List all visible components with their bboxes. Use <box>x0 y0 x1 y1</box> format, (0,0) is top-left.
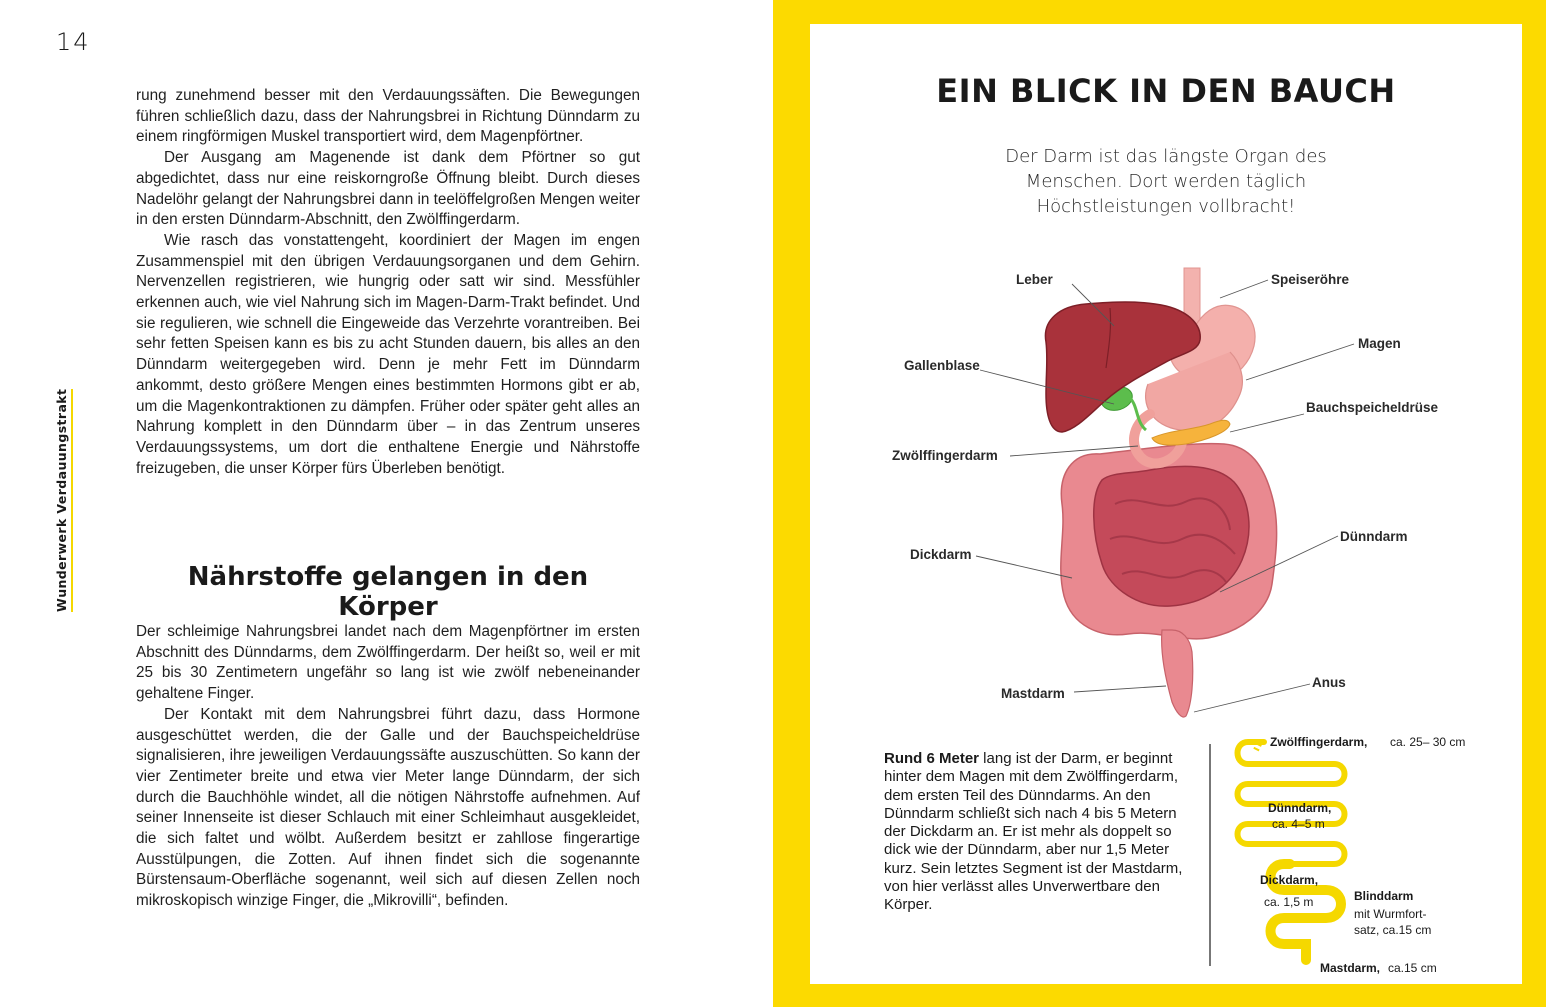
divider <box>1209 744 1211 966</box>
blind-sub2: satz, ca.15 cm <box>1354 923 1432 937</box>
info-bold: Rund 6 Meter <box>884 750 980 767</box>
paragraph: Wie rasch das vonstattengeht, koordiniert der Magen im engen Zusammenspiel mit den übrigen Verdauungsorganen und dem Gehirn. Nervenzellen registrieren, wie hungrig oder satt wir sind. Messfühler erkennen auch, wie viel Nahrung sich im Magen-Darm-Trakt befindet. Und sie regulieren, wie schnell die Eingeweide das Verzehrte vorantreiben. Bei sehr fetten Speisen kann es bis zu acht Stunden dauern, bis alles an den Dünndarm weitergegeben wird. Denn je mehr Fett im Dünndarm ankommt, desto größere Mengen eines bestimmten Hormons gibt er ab, um die Magenkontraktionen zu dämpfen. Früher oder später geht alles an Nahrung komplett in den Dünndarm über – in das Zentrum unseres Verdauungssystems, um dort die enthaltene Energie und Nährstoffe freizugeben, die unser Körper fürs Überleben benötigt. <box>136 231 640 477</box>
paragraph: Der Kontakt mit dem Nahrungsbrei führt dazu, dass Hormone ausgeschüttet werden, die der Galle und der Bauchspeicheldrüse signalisieren, ihre jeweiligen Verdauungssäfte auszuschütten. So kann der vier Zentimeter breite und etwa vier Meter lange Dünndarm, der sich durch die Bauchhöhle windet, all die nötigen Nährstoffe aufnehmen. Auf seiner Innenseite ist dieser Schlauch mit einer Schleimhaut ausgekleidet, die sich faltet und wölbt. Außerdem besitzt er zahllose fingerartige Ausstülpungen, die Zotten. Auf ihnen findet sich die sogenannte Bürstensaum-Oberfläche sogenannt, weil sich auf diesen Zellen noch mikroskopisch winzige Finger, die „Mikrovilli“, befinden. <box>136 705 640 910</box>
side-label <box>54 388 76 612</box>
dick-len: ca. 1,5 m <box>1264 895 1314 909</box>
label-speiseroehre: Speiseröhre <box>1271 272 1350 287</box>
label-anus: Anus <box>1312 675 1346 690</box>
paragraph: rung zunehmend besser mit den Verdauungssäften. Die Bewegungen führen schließlich dazu, dass der Nahrungsbrei in Richtung Dünndarm zu einem ringförmigen Muskel transportiert wird, dem Magenpförtner. <box>136 87 640 146</box>
blind-name: Blinddarm <box>1354 889 1414 903</box>
blind-sub1: mit Wurmfort- <box>1354 907 1427 921</box>
info-body: lang ist der Darm, er beginnt hinter dem Magen mit dem Zwölffingerdarm, dem ersten Teil des Dünndarms. An den Dünndarm schließt sich nach 4 bis 5 Metern der Dickdarm an. Er ist mehr als doppelt so dick wie der Dünndarm, aber nur 1,5 Meter kurz. Sein letztes Segment ist der Mastdarm, von hier verlässt alles Unverwertbare den Körper. <box>884 750 1183 914</box>
label-duenndarm: Dünndarm <box>1340 529 1408 544</box>
page-number: 14 <box>56 28 91 56</box>
label-mastdarm: Mastdarm <box>1001 686 1065 701</box>
paragraph: Der Ausgang am Magenende ist dank dem Pförtner so gut abgedichtet, dass nur eine reiskorngroße Öffnung bleibt. Durch dieses Nadelöhr gelangt der Nahrungsbrei dann in teelöffelgroßen Mengen weiter in den ersten Dünndarm-Abschnitt, den Zwölffingerdarm. <box>136 149 640 229</box>
mast-len: ca.15 cm <box>1388 961 1437 974</box>
info-text <box>884 750 1184 915</box>
label-zwoelffingerdarm: Zwölffingerdarm <box>892 448 998 463</box>
body-text-bottom <box>136 622 640 912</box>
section-heading: Nährstoffe gelangen in den Körper <box>187 562 589 622</box>
label-magen: Magen <box>1358 336 1401 351</box>
intestine-length-diagram <box>1230 714 1490 974</box>
duenn-len: ca. 4–5 m <box>1272 817 1325 831</box>
label-dickdarm: Dickdarm <box>910 547 972 562</box>
digestive-system-illustration <box>810 234 1522 734</box>
side-label-text: Wunderwerk Verdauungstrakt <box>54 389 73 612</box>
zwoelf-name: Zwölffingerdarm, <box>1270 735 1368 749</box>
paragraph: Der schleimige Nahrungsbrei landet nach dem Magenpförtner im ersten Abschnitt des Dünndarms, dem Zwölffingerdarm. Der heißt so, weil er mit 25 bis 30 Zentimetern ungefähr so lang ist wie zwölf nebeneinander gehaltene Finger. <box>136 623 640 703</box>
zwoelf-len: ca. 25– 30 cm <box>1390 735 1466 749</box>
duenn-name: Dünndarm, <box>1268 801 1332 815</box>
dick-name: Dickdarm, <box>1260 873 1319 887</box>
body-text-top <box>136 86 640 479</box>
label-gallenblase: Gallenblase <box>904 358 980 373</box>
rectum-shape <box>1162 630 1193 717</box>
right-page <box>773 0 1546 1007</box>
info-box <box>810 24 1522 984</box>
box-title: EIN BLICK IN DEN BAUCH <box>936 72 1396 110</box>
label-bauchspeicheldruese: Bauchspeicheldrüse <box>1306 400 1439 415</box>
mast-name: Mastdarm, <box>1320 961 1381 974</box>
label-leber: Leber <box>1016 272 1053 287</box>
box-subtitle: Der Darm ist das längste Organ des Menschen. Dort werden täglich Höchstleistungen vollbracht! <box>1005 146 1327 217</box>
